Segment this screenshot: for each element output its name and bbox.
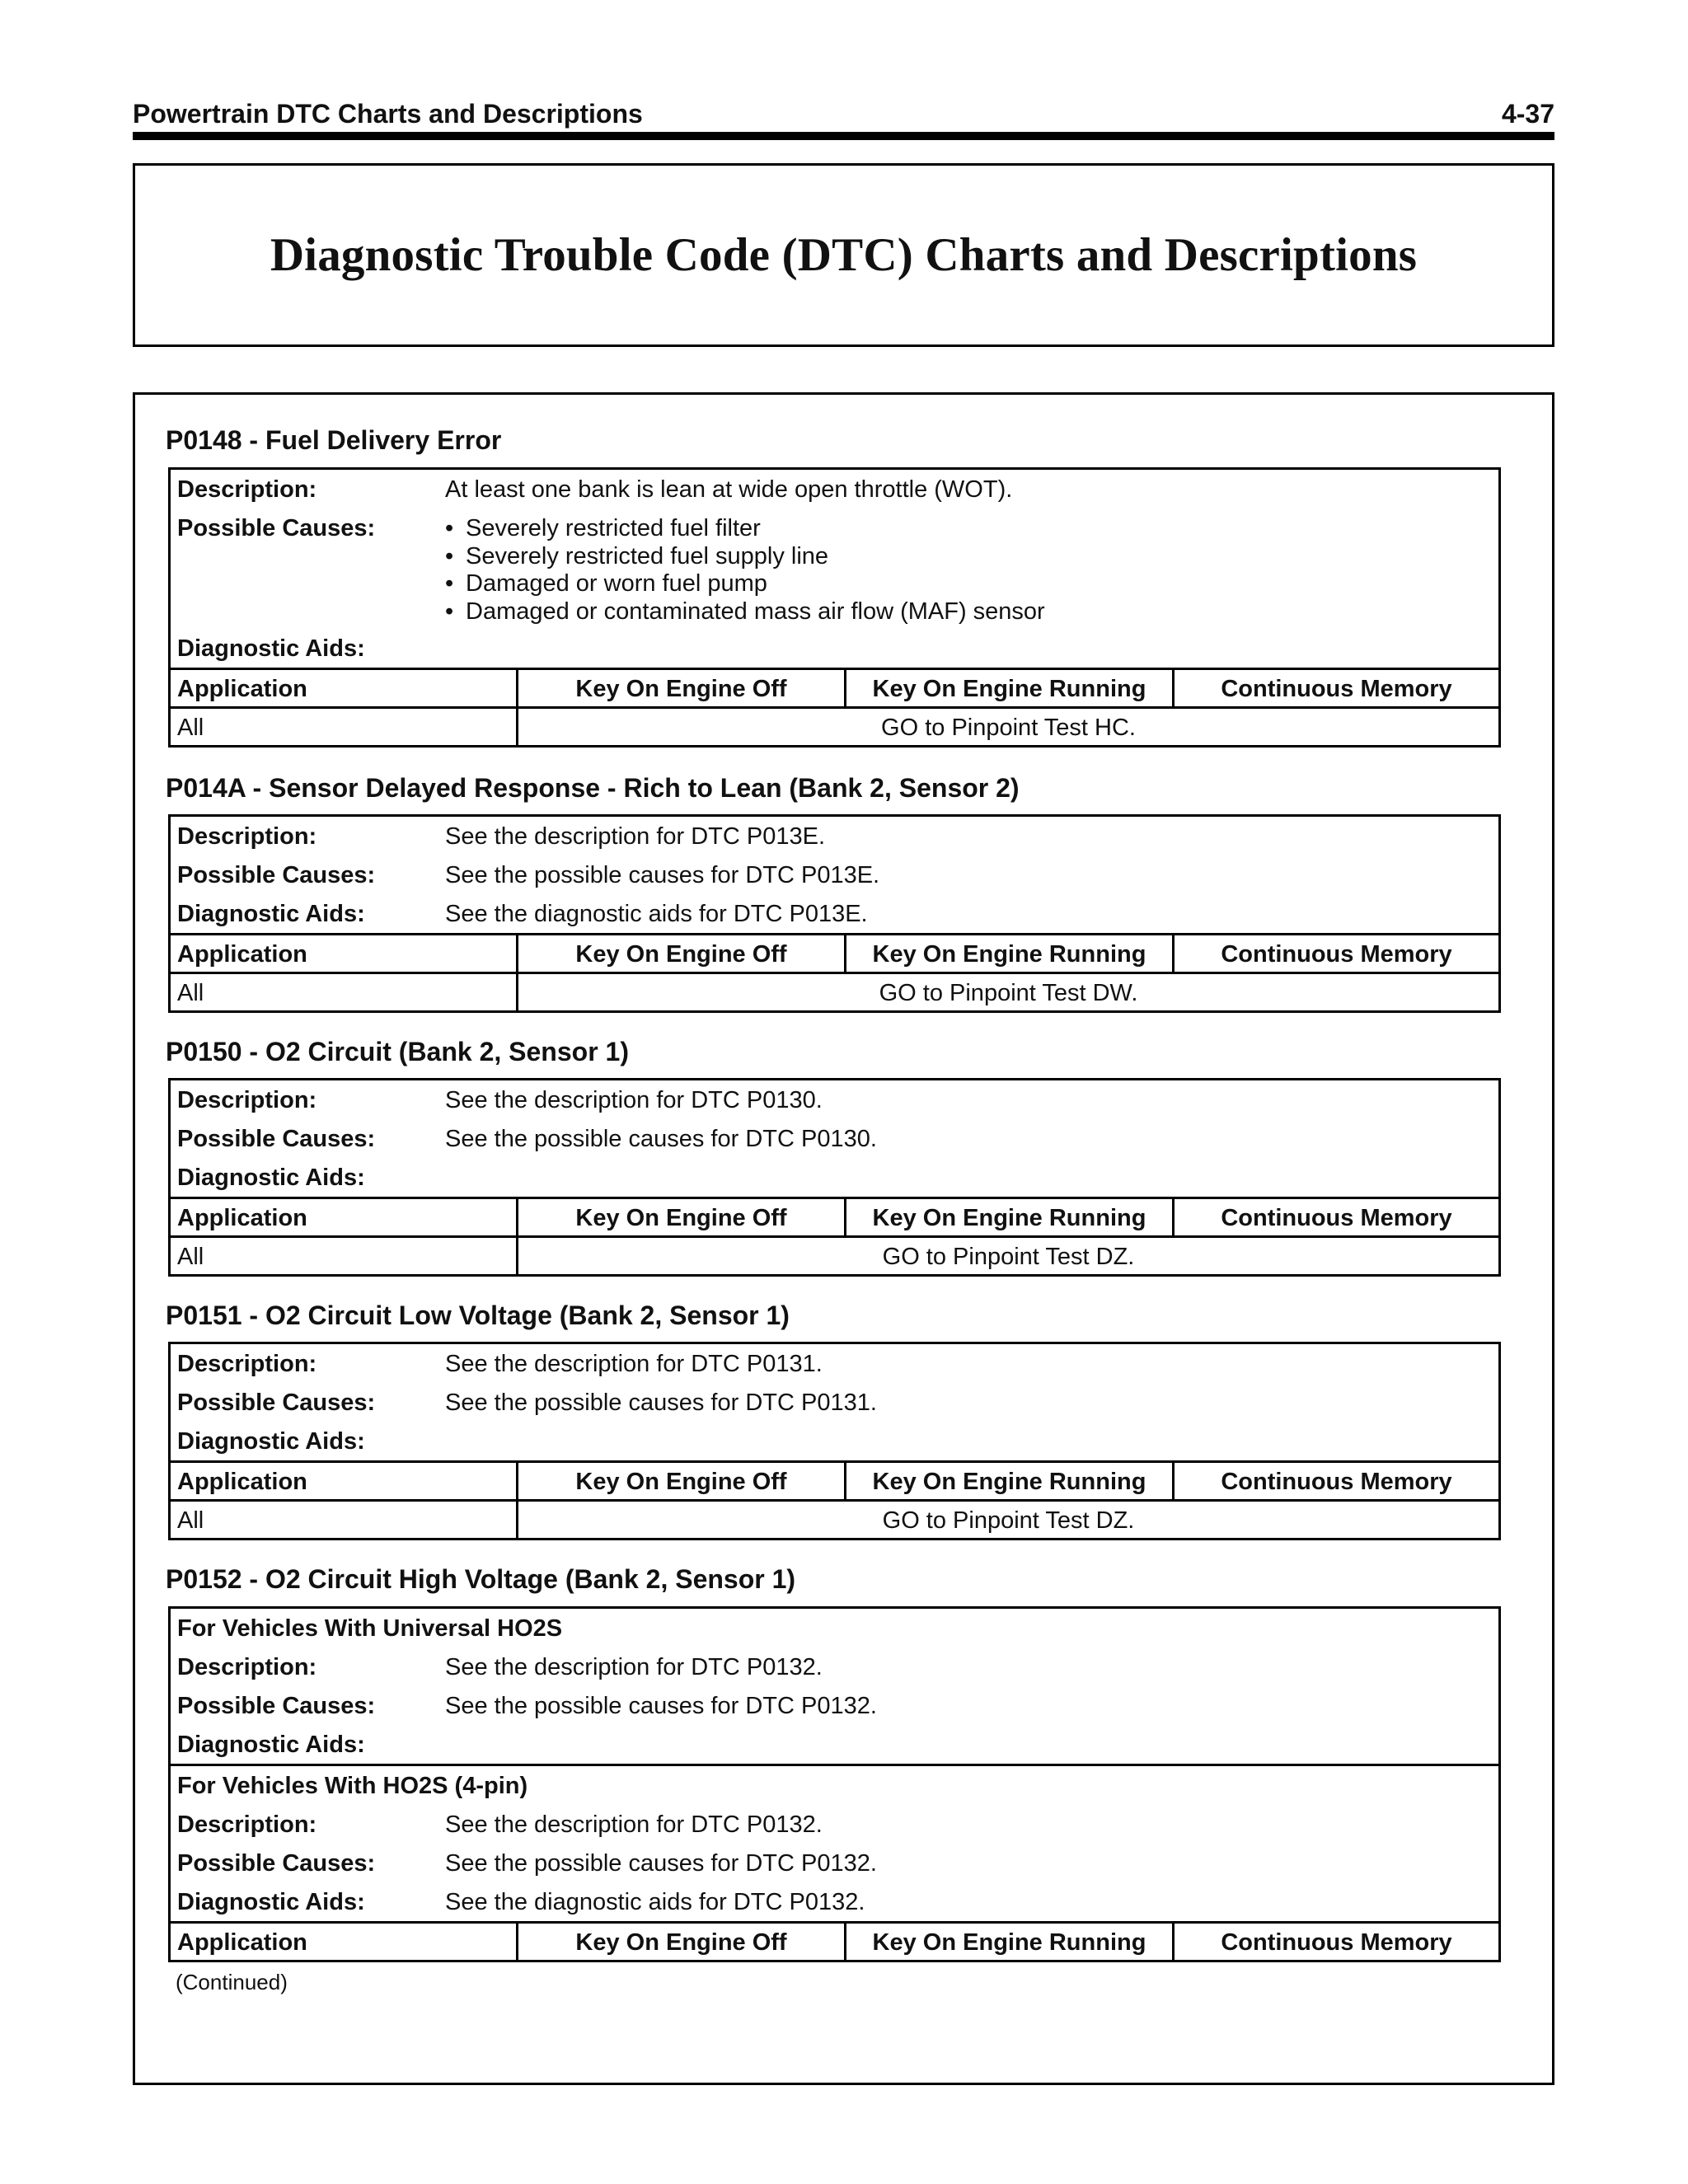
- description-label: Description:: [177, 1654, 317, 1680]
- table-header-row: [171, 1921, 1498, 1960]
- column-header: Key On Engine Running: [846, 1924, 1175, 1960]
- dtc-section-4pin: [171, 1764, 1498, 1921]
- section-subheading: [171, 1766, 1498, 1805]
- diagnostic-aids-label: Diagnostic Aids:: [177, 1732, 365, 1758]
- dtc-heading: P0152 - O2 Circuit High Voltage (Bank 2, Sensor 1): [166, 1564, 796, 1594]
- diagnostic-aids-row: [171, 1422, 1498, 1460]
- dtc-table: [168, 1078, 1501, 1277]
- dtc-info: [171, 1344, 1498, 1460]
- description-label: Description:: [177, 1087, 317, 1113]
- possible-causes-label: Possible Causes:: [177, 862, 376, 888]
- table-header-row: [171, 1197, 1498, 1235]
- diagnostic-aids-label: Diagnostic Aids:: [177, 1889, 365, 1915]
- diagnostic-aids-row: [171, 894, 1498, 933]
- table-row: [171, 1499, 1498, 1538]
- possible-causes-label: Possible Causes:: [177, 515, 376, 541]
- application-cell: All: [171, 1238, 518, 1274]
- possible-causes-row: [171, 855, 1498, 894]
- possible-causes-row: [171, 509, 1498, 629]
- column-header: Key On Engine Off: [518, 935, 846, 972]
- column-header: Key On Engine Off: [518, 670, 846, 706]
- page-number: 4-37: [1501, 99, 1554, 129]
- list-item: • Severely restricted fuel filter: [445, 515, 1045, 543]
- diagnostic-aids-label: Diagnostic Aids:: [177, 635, 365, 662]
- possible-causes-value: See the possible causes for DTC P0132.: [445, 1693, 877, 1719]
- column-header: Continuous Memory: [1221, 1469, 1452, 1495]
- column-header: Key On Engine Running: [846, 670, 1175, 706]
- section-title: Powertrain DTC Charts and Descriptions: [133, 99, 643, 129]
- table-header-row: [171, 668, 1498, 706]
- possible-causes-label: Possible Causes:: [177, 1850, 376, 1877]
- pinpoint-test-cell: GO to Pinpoint Test DZ.: [882, 1244, 1135, 1270]
- possible-causes-value: See the possible causes for DTC P0130.: [445, 1126, 877, 1152]
- column-header: Key On Engine Running: [846, 1463, 1175, 1499]
- column-header: Continuous Memory: [1221, 1929, 1452, 1956]
- column-header: Continuous Memory: [1221, 676, 1452, 702]
- description-label: Description:: [177, 823, 317, 850]
- possible-causes-label: Possible Causes:: [177, 1693, 376, 1719]
- application-cell: All: [171, 1502, 518, 1538]
- description-value: See the description for DTC P0130.: [445, 1087, 823, 1113]
- pinpoint-test-cell: GO to Pinpoint Test DW.: [879, 980, 1138, 1006]
- diagnostic-aids-value: See the diagnostic aids for DTC P013E.: [445, 901, 868, 927]
- diagnostic-aids-value: See the diagnostic aids for DTC P0132.: [445, 1889, 865, 1915]
- possible-causes-value: See the possible causes for DTC P0131.: [445, 1390, 877, 1416]
- description-value: See the description for DTC P0131.: [445, 1351, 823, 1377]
- description-row: [171, 1805, 1498, 1844]
- description-label: Description:: [177, 1351, 317, 1377]
- pinpoint-test-cell: GO to Pinpoint Test HC.: [881, 715, 1136, 741]
- description-value: See the description for DTC P0132.: [445, 1654, 823, 1680]
- possible-causes-row: [171, 1383, 1498, 1422]
- table-row: [171, 972, 1498, 1010]
- table-row: [171, 1235, 1498, 1274]
- table-header-row: [171, 933, 1498, 972]
- description-label: Description:: [177, 476, 317, 503]
- application-cell: All: [171, 974, 518, 1010]
- possible-causes-label: Possible Causes:: [177, 1126, 376, 1152]
- pinpoint-test-cell: GO to Pinpoint Test DZ.: [882, 1507, 1135, 1534]
- table-row: [171, 706, 1498, 745]
- list-item: • Severely restricted fuel supply line: [445, 543, 1045, 571]
- continued-note: (Continued): [176, 1970, 288, 1994]
- column-header: Application: [171, 1463, 518, 1499]
- description-row: [171, 1344, 1498, 1383]
- section-subheading: [171, 1609, 1498, 1647]
- column-header: Application: [171, 1199, 518, 1235]
- diagnostic-aids-label: Diagnostic Aids:: [177, 901, 365, 927]
- column-header: Key On Engine Running: [846, 1199, 1175, 1235]
- description-value: See the description for DTC P013E.: [445, 823, 826, 850]
- dtc-table: [168, 1606, 1501, 1962]
- description-value: See the description for DTC P0132.: [445, 1811, 823, 1838]
- column-header: Continuous Memory: [1221, 941, 1452, 968]
- causes-list: [445, 515, 1045, 626]
- application-cell: All: [171, 709, 518, 745]
- subheading-text: For Vehicles With HO2S (4-pin): [177, 1773, 528, 1799]
- list-item: • Damaged or contaminated mass air flow (MAF) sensor: [445, 598, 1045, 626]
- possible-causes-row: [171, 1844, 1498, 1882]
- column-header: Key On Engine Off: [518, 1199, 846, 1235]
- dtc-table: [168, 1342, 1501, 1540]
- description-label: Description:: [177, 1811, 317, 1838]
- dtc-info: [171, 1080, 1498, 1197]
- column-header: Key On Engine Running: [846, 935, 1175, 972]
- column-header: Application: [171, 1924, 518, 1960]
- diagnostic-aids-label: Diagnostic Aids:: [177, 1165, 365, 1191]
- diagnostic-aids-row: [171, 629, 1498, 668]
- title-box: [133, 163, 1554, 347]
- dtc-heading: P0150 - O2 Circuit (Bank 2, Sensor 1): [166, 1037, 629, 1066]
- dtc-heading: P0148 - Fuel Delivery Error: [166, 425, 502, 455]
- possible-causes-value: See the possible causes for DTC P0132.: [445, 1850, 877, 1877]
- column-header: Key On Engine Off: [518, 1924, 846, 1960]
- description-row: [171, 1080, 1498, 1119]
- dtc-heading: P014A - Sensor Delayed Response - Rich to Lean (Bank 2, Sensor 2): [166, 773, 1020, 803]
- column-header: Continuous Memory: [1221, 1205, 1452, 1231]
- dtc-info: [171, 817, 1498, 933]
- list-item: • Damaged or worn fuel pump: [445, 570, 1045, 598]
- dtc-heading: P0151 - O2 Circuit Low Voltage (Bank 2, Sensor 1): [166, 1301, 790, 1330]
- subheading-text: For Vehicles With Universal HO2S: [177, 1615, 563, 1642]
- description-row: [171, 470, 1498, 509]
- dtc-info: [171, 470, 1498, 668]
- possible-causes-label: Possible Causes:: [177, 1390, 376, 1416]
- diagnostic-aids-label: Diagnostic Aids:: [177, 1428, 365, 1455]
- diagnostic-aids-row: [171, 1725, 1498, 1764]
- column-header: Application: [171, 670, 518, 706]
- column-header: Key On Engine Off: [518, 1463, 846, 1499]
- column-header: Application: [171, 935, 518, 972]
- diagnostic-aids-row: [171, 1882, 1498, 1921]
- description-value: At least one bank is lean at wide open throttle (WOT).: [445, 476, 1013, 503]
- possible-causes-row: [171, 1119, 1498, 1158]
- dtc-section-universal: [171, 1609, 1498, 1764]
- possible-causes-row: [171, 1686, 1498, 1725]
- table-header-row: [171, 1460, 1498, 1499]
- diagnostic-aids-row: [171, 1158, 1498, 1197]
- page-title: Diagnostic Trouble Code (DTC) Charts and Descriptions: [270, 229, 1418, 281]
- page-header: [133, 96, 1554, 140]
- dtc-table: [168, 467, 1501, 748]
- possible-causes-value: See the possible causes for DTC P013E.: [445, 862, 880, 888]
- description-row: [171, 817, 1498, 855]
- description-row: [171, 1647, 1498, 1686]
- dtc-table: [168, 814, 1501, 1013]
